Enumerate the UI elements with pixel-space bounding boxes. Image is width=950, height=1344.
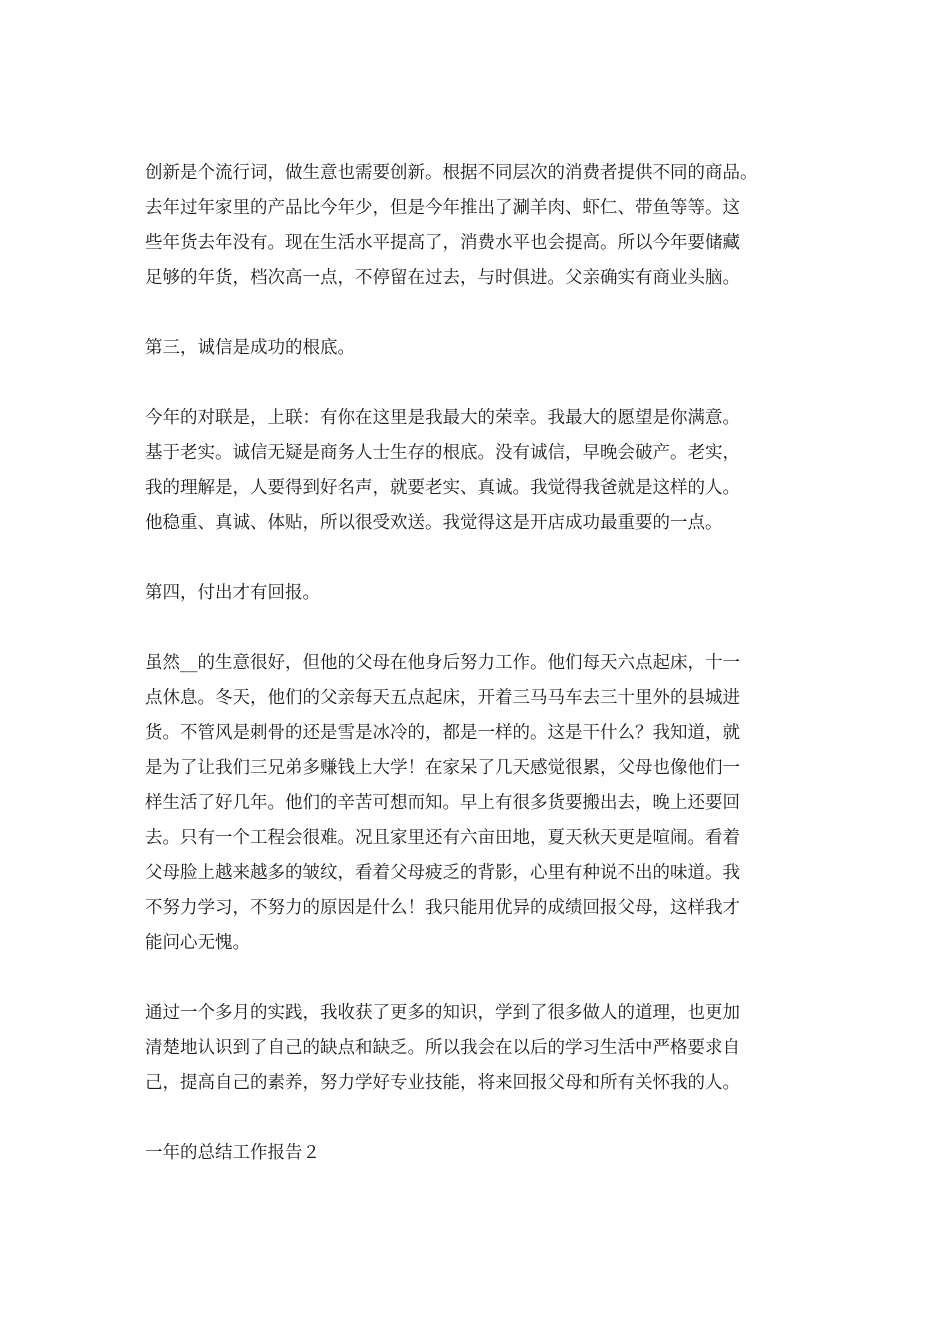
text-line: 一年的总结工作报告２ [145, 1143, 320, 1163]
report-title [145, 1136, 810, 1171]
text-line: 去年过年家里的产品比今年少，但是今年推出了涮羊肉、虾仁、带鱼等等。这 [145, 198, 740, 218]
text-line: 我的理解是，人要得到好名声，就要老实、真诚。我觉得我爸就是这样的人。 [145, 478, 740, 498]
text-line: 今年的对联是，上联：有你在这里是我最大的荣幸。我最大的愿望是你满意。 [145, 408, 740, 428]
text-line: 些年货去年没有。现在生活水平提高了，消费水平也会提高。所以今年要储藏 [145, 233, 740, 253]
text-line: 基于老实。诚信无疑是商务人士生存的根底。没有诚信，早晚会破产。老实， [145, 443, 740, 463]
text-line: 是为了让我们三兄弟多赚钱上大学！在家呆了几天感觉很累，父母也像他们一 [145, 758, 740, 778]
text-line: 虽然__的生意很好，但他的父母在他身后努力工作。他们每天六点起床，十一 [145, 653, 740, 673]
text-line: 清楚地认识到了自己的缺点和缺乏。所以我会在以后的学习生活中严格要求自 [145, 1038, 740, 1058]
text-line: 父母脸上越来越多的皱纹，看着父母疲乏的背影，心里有种说不出的味道。我 [145, 863, 740, 883]
text-line: 他稳重、真诚、体贴，所以很受欢送。我觉得这是开店成功最重要的一点。 [145, 513, 723, 533]
text-line: 能问心无愧。 [145, 933, 250, 953]
section-heading-third [145, 331, 810, 366]
document-body [145, 156, 810, 1206]
text-line: 足够的年货，档次高一点，不停留在过去，与时俱进。父亲确实有商业头脑。 [145, 268, 740, 288]
text-line: 点休息。冬天，他们的父亲每天五点起床，开着三马马车去三十里外的县城进 [145, 688, 740, 708]
section-heading-fourth [145, 576, 810, 611]
text-line: 样生活了好几年。他们的辛苦可想而知。早上有很多货要搬出去，晚上还要回 [145, 793, 740, 813]
text-line: 第三，诚信是成功的根底。 [145, 338, 355, 358]
text-line: 己，提高自己的素养，努力学好专业技能，将来回报父母和所有关怀我的人。 [145, 1073, 740, 1093]
paragraph-parents-effort [145, 646, 810, 961]
text-line: 去。只有一个工程会很难。况且家里还有六亩田地，夏天秋天更是喧闹。看着 [145, 828, 740, 848]
text-line: 货。不管风是刺骨的还是雪是冰冷的，都是一样的。这是干什么？我知道，就 [145, 723, 740, 743]
text-line: 不努力学习，不努力的原因是什么！我只能用优异的成绩回报父母，这样我才 [145, 898, 740, 918]
paragraph-conclusion [145, 996, 810, 1101]
text-line: 通过一个多月的实践，我收获了更多的知识，学到了很多做人的道理，也更加 [145, 1003, 740, 1023]
paragraph-innovation [145, 156, 810, 296]
paragraph-integrity [145, 401, 810, 541]
text-line: 创新是个流行词，做生意也需要创新。根据不同层次的消费者提供不同的商品。 [145, 163, 758, 183]
text-line: 第四，付出才有回报。 [145, 583, 320, 603]
